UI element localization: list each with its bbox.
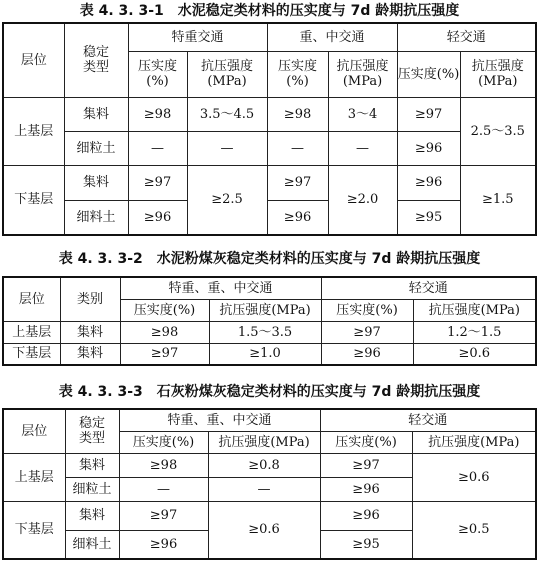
- t1-cell: ≥97: [267, 165, 328, 200]
- t2-sub-strength-1: 抗压强度(MPa): [209, 299, 321, 321]
- table2-title: 表 4. 3. 3-2 水泥粉煤灰稳定类材料的压实度与 7d 龄期抗压强度: [58, 251, 481, 267]
- t2-header-group-1: 特重、重、中交通: [120, 277, 321, 299]
- t1-merged-lower-mid: ≥2.0: [328, 165, 397, 235]
- t2-header-group-2: 轻交通: [321, 277, 536, 299]
- t1-sub-compaction-1: 压实度(%): [128, 51, 187, 97]
- t2-sub-compaction-1: 压实度(%): [120, 299, 209, 321]
- t3-cell: ≥0.8: [208, 453, 320, 477]
- t1-layer-lower: 下基层: [3, 165, 64, 235]
- t3-merged-upper-light: ≥0.6: [412, 453, 536, 501]
- t2-sub-compaction-2: 压实度(%): [321, 299, 413, 321]
- t3-cell: —: [208, 477, 320, 501]
- t3-material: 细料土: [65, 530, 119, 559]
- table3: [2, 408, 537, 560]
- t2-layer: 上基层: [3, 321, 60, 343]
- t1-cell: ≥96: [397, 131, 460, 165]
- t3-cell: ≥95: [320, 530, 412, 559]
- t3-header-group-1: 特重、重、中交通: [119, 409, 320, 431]
- t1-merged-lower-light: ≥1.5: [460, 165, 536, 235]
- t3-header-layer: 层位: [3, 409, 65, 453]
- t1-merged-lower-heavy: ≥2.5: [187, 165, 267, 235]
- t1-header-group-2: 重、中交通: [267, 23, 397, 51]
- table3-title: 表 4. 3. 3-3 石灰粉煤灰稳定类材料的压实度与 7d 龄期抗压强度: [58, 384, 481, 400]
- t2-material: 集料: [60, 321, 120, 343]
- t1-cell: ≥96: [397, 165, 460, 200]
- t1-header-layer: 层位: [3, 23, 64, 97]
- t2-cell: 1.5～3.5: [209, 321, 321, 343]
- t3-material: 集料: [65, 453, 119, 477]
- table1-title: 表 4. 3. 3-1 水泥稳定类材料的压实度与 7d 龄期抗压强度: [79, 3, 460, 19]
- t1-sub-compaction-3: 压实度(%): [397, 51, 460, 97]
- t3-material: 集料: [65, 501, 119, 530]
- t3-merged-lower-heavy: ≥0.6: [208, 501, 320, 559]
- t1-cell: ≥98: [267, 97, 328, 131]
- t2-cell: ≥98: [120, 321, 209, 343]
- t2-sub-strength-2: 抗压强度(MPa): [413, 299, 536, 321]
- t3-cell: ≥97: [119, 501, 208, 530]
- t1-sub-strength-2: 抗压强度(MPa): [328, 51, 397, 97]
- t2-cell: ≥0.6: [413, 343, 536, 365]
- t1-merged-upper-light: 2.5～3.5: [460, 97, 536, 165]
- t1-cell: ≥95: [397, 200, 460, 235]
- t2-header-layer: 层位: [3, 277, 60, 321]
- t1-cell: ≥97: [128, 165, 187, 200]
- t3-cell: —: [119, 477, 208, 501]
- t3-sub-compaction-2: 压实度(%): [320, 431, 412, 453]
- t1-header-type: 稳定类型: [64, 23, 128, 97]
- t1-cell: ≥97: [397, 97, 460, 131]
- table1: [2, 22, 537, 236]
- t1-cell: ≥96: [267, 200, 328, 235]
- t3-sub-strength-1: 抗压强度(MPa): [208, 431, 320, 453]
- t1-cell: ≥96: [128, 200, 187, 235]
- t2-cell: 1.2～1.5: [413, 321, 536, 343]
- t1-material: 集料: [64, 97, 128, 131]
- t1-material: 细料土: [64, 200, 128, 235]
- t3-layer-lower: 下基层: [3, 501, 65, 559]
- t3-cell: ≥96: [119, 530, 208, 559]
- t1-cell: —: [267, 131, 328, 165]
- t2-header-type: 类别: [60, 277, 120, 321]
- t1-cell: 3.5～4.5: [187, 97, 267, 131]
- t3-cell: ≥96: [320, 501, 412, 530]
- t2-cell: ≥96: [321, 343, 413, 365]
- t1-material: 集料: [64, 165, 128, 200]
- t1-cell: 3～4: [328, 97, 397, 131]
- t3-header-group-2: 轻交通: [320, 409, 536, 431]
- t3-cell: ≥97: [320, 453, 412, 477]
- t1-sub-strength-1: 抗压强度(MPa): [187, 51, 267, 97]
- t1-header-group-3: 轻交通: [397, 23, 536, 51]
- t1-sub-strength-3: 抗压强度(MPa): [460, 51, 536, 97]
- t1-layer-upper: 上基层: [3, 97, 64, 165]
- t1-cell: —: [187, 131, 267, 165]
- t3-layer-upper: 上基层: [3, 453, 65, 501]
- t2-layer: 下基层: [3, 343, 60, 365]
- t2-material: 集料: [60, 343, 120, 365]
- t3-cell: ≥96: [320, 477, 412, 501]
- t3-cell: ≥98: [119, 453, 208, 477]
- t3-sub-strength-2: 抗压强度(MPa): [412, 431, 536, 453]
- t1-sub-compaction-2: 压实度(%): [267, 51, 328, 97]
- t1-cell: —: [328, 131, 397, 165]
- t2-cell: ≥97: [120, 343, 209, 365]
- t1-cell: ≥98: [128, 97, 187, 131]
- t2-cell: ≥97: [321, 321, 413, 343]
- t3-sub-compaction-1: 压实度(%): [119, 431, 208, 453]
- t1-header-group-1: 特重交通: [128, 23, 267, 51]
- t1-material: 细粒土: [64, 131, 128, 165]
- t3-header-type: 稳定类型: [65, 409, 119, 453]
- t1-cell: —: [128, 131, 187, 165]
- t2-cell: ≥1.0: [209, 343, 321, 365]
- t3-material: 细粒土: [65, 477, 119, 501]
- table2: [2, 276, 537, 366]
- t3-merged-lower-light: ≥0.5: [412, 501, 536, 559]
